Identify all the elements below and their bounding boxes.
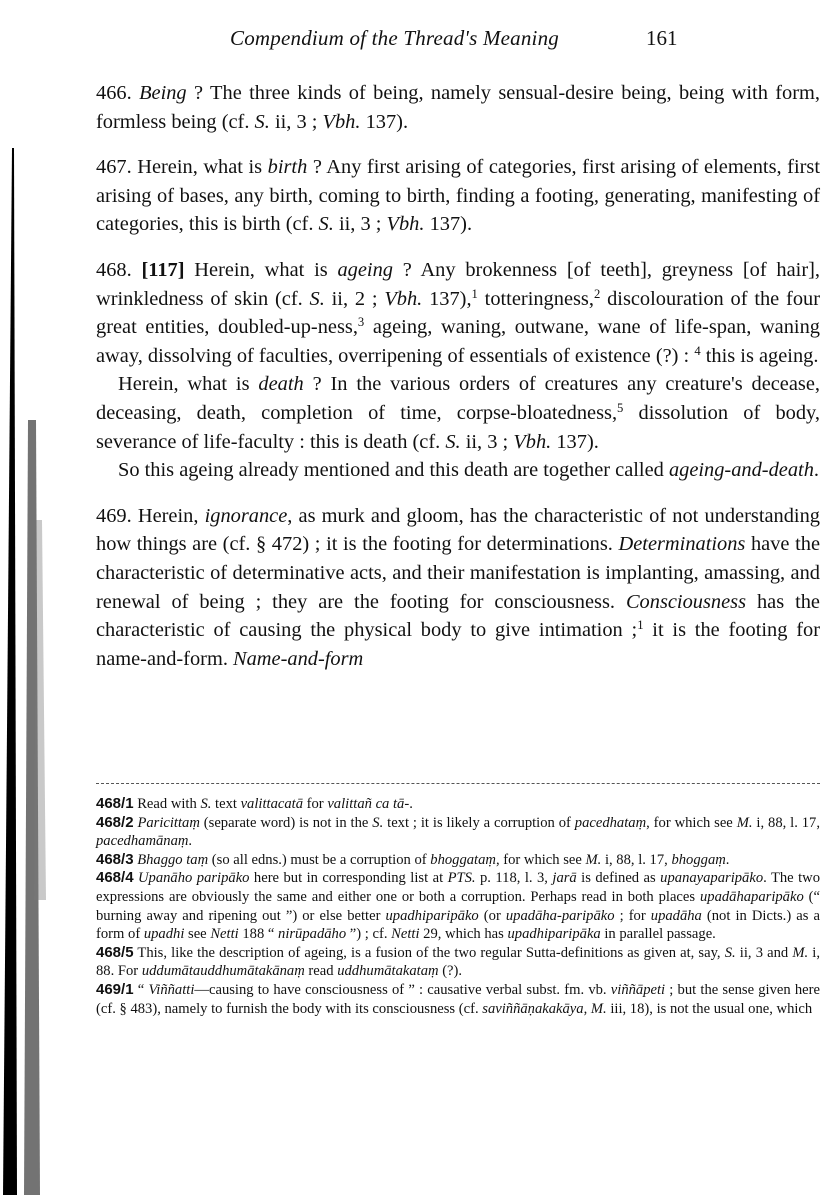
text-span: text ; it is likely a corruption of [383, 814, 575, 831]
text-span: ? Any brokenness [of teeth], greyness [of hair], wrinkledness of skin (cf. [96, 258, 821, 310]
italic-text: saviññāṇakakāya [482, 1000, 584, 1017]
text-span: it is the footing for name-and-form. [96, 619, 820, 670]
footnote-ref: 468/4 [96, 869, 134, 887]
text-span: ? The three kinds of being, namely sensual-desire being, being with form, formless being (cf. [96, 82, 820, 133]
text-span: 469. [96, 504, 138, 527]
binding-edge-speckle [24, 420, 40, 1195]
text-span: 137). [551, 430, 599, 453]
text-span: totteringness, [477, 287, 594, 310]
text-span: ii, 3 ; [333, 213, 387, 236]
text-span: , as murk and gloom, has the characteristic of not understanding how things are (cf. § 472) ; it is the footing for determinations. [96, 504, 820, 556]
text-span: have the characteristic of determinative acts, and their manifestation is implanting, amassing, and renewal of being ; they are the footing for consciousness. [96, 533, 820, 613]
italic-text: upanayaparipāko [660, 870, 764, 887]
footnote-ref: 468/2 [96, 813, 134, 831]
text-span: ; but the sense given here (cf. § 483), namely to furnish the body with its consciousness (cf. [96, 981, 820, 1017]
text-span: ii, 3 ; [269, 110, 323, 133]
italic-text: death [258, 373, 304, 396]
italic-text: upadāha [650, 907, 702, 924]
footnote-469-1 [96, 981, 820, 1018]
text-span: (not in Dicts.) as a form of [96, 907, 820, 943]
binding-edge-dark-strip [3, 148, 17, 1195]
text-span: ageing, waning, outwane, wane of life-span, waning away, dissolving of faculties, overripening of essentials of existence (?) : [96, 316, 820, 367]
italic-text: upadāhaparipāko [699, 888, 804, 905]
text-span: has the characteristic of causing the physical body to give intimation ; [96, 590, 820, 642]
italic-text: jarā [552, 870, 577, 887]
footnotes [96, 795, 820, 1018]
text-span: , for which see [646, 814, 737, 831]
paragraph-468-death [96, 370, 820, 456]
text-span: 29, which has [419, 926, 508, 943]
italic-text: S. [372, 814, 384, 831]
text-span: 467. [96, 156, 138, 179]
text-span: ii, 2 ; [324, 287, 385, 310]
italic-text: Bhaggo taṃ [137, 851, 209, 868]
text-span: . The two expressions are obviously the same and either one or both a corruption. Perhaps read in both places [96, 870, 820, 905]
text-span: (?). [438, 963, 463, 980]
italic-text: Being [139, 82, 187, 104]
text-span: This, like the description of ageing, is a fusion of the two regular Sutta-definitions as given at, say, [133, 944, 725, 961]
text-span: i, 88. For [96, 944, 820, 980]
page-binding-edge-shadow [0, 0, 90, 1195]
text-span: 137). [360, 110, 409, 133]
footnote-ref: 469/1 [96, 980, 134, 998]
binding-edge-fade [34, 520, 46, 900]
text-span: (“ burning away and ripening out ”) or else better [96, 888, 820, 924]
italic-text: Name-and-form [233, 647, 364, 670]
footnote-marker: 1 [637, 618, 644, 633]
italic-text: PTS. [447, 870, 476, 887]
text-span: So this ageing already mentioned and this death are together called [118, 459, 669, 482]
footnote-468-1 [96, 795, 820, 814]
italic-text: Vbh. [513, 430, 552, 453]
text-span: Herein, what is [137, 156, 268, 179]
italic-text: Netti [210, 926, 239, 943]
text-span: is defined as [576, 870, 661, 887]
text-span: 137), [422, 287, 472, 310]
text-span: ”) ; cf. [346, 926, 392, 943]
paragraph-467 [96, 153, 820, 239]
text-span: ii, 3 and [735, 944, 793, 961]
italic-text: ignorance [204, 504, 288, 527]
text-span: 468. [96, 258, 142, 281]
italic-text: Viññatti [148, 981, 195, 998]
text-span: i, 88, l. 17, [752, 814, 821, 831]
italic-text: valittacatā [240, 796, 303, 812]
italic-text: upadhiparipāko [385, 907, 479, 924]
text-span: in parallel passage. [600, 926, 716, 943]
italic-text: pacedhataṃ [574, 814, 647, 831]
text-span: . [188, 833, 193, 850]
italic-text: upadhiparipāka [507, 926, 601, 943]
italic-text: upadhi [143, 926, 185, 943]
text-span: Herein, what is [184, 258, 338, 281]
italic-text: M. [585, 851, 602, 868]
running-title: Compendium of the Thread's Meaning [230, 26, 559, 50]
text-span: text [211, 796, 241, 812]
text-span: p. 118, l. 3, [475, 870, 553, 887]
footnote-468-5 [96, 944, 820, 981]
footnote-ref: 468/3 [96, 850, 134, 868]
footnote-marker: 4 [694, 343, 701, 358]
italic-text: Determinations [618, 533, 746, 556]
footnote-ref: 468/1 [96, 795, 134, 812]
paragraph-468 [96, 256, 820, 370]
italic-text: Paricittaṃ [137, 814, 200, 831]
italic-text: bhoggaṃ [671, 851, 726, 868]
italic-text: nirūpadāho [278, 926, 347, 943]
original-page-marker: [117] [141, 258, 185, 281]
main-text [96, 79, 820, 690]
footnote-marker: 5 [617, 400, 624, 415]
text-span: Herein, what is [118, 373, 259, 396]
italic-text: Upanāho paripāko [138, 870, 250, 887]
italic-text: Vbh. [386, 213, 425, 236]
italic-text: Vbh. [384, 287, 423, 310]
text-span: (or [478, 907, 506, 924]
italic-text: ageing-and-death [668, 459, 814, 482]
italic-text: S. [318, 213, 334, 236]
text-span: —causing to have consciousness of ” : causative verbal subst. fm. vb. [194, 981, 611, 998]
text-span: see [184, 926, 211, 943]
italic-text: Vbh. [322, 110, 361, 133]
text-span: 466. [96, 82, 140, 104]
text-span: 137). [424, 213, 473, 236]
text-span: Read with [133, 796, 201, 812]
paragraph-468-ageing-and-death [96, 456, 820, 485]
italic-text: M. [736, 814, 753, 831]
footnote-468-2 [96, 814, 820, 851]
italic-text: uddumātauddhumātakānaṃ [141, 963, 305, 980]
text-span: dissolution of body, severance of life-faculty : this is death (cf. [96, 401, 821, 453]
italic-text: pacedhamānaṃ [96, 833, 189, 850]
footnote-separator-rule [96, 783, 820, 784]
italic-text: Consciousness [625, 590, 747, 613]
italic-text: M. [792, 944, 809, 961]
text-span: “ [133, 981, 149, 998]
text-span: i, 88, l. 17, [601, 851, 672, 868]
text-span: . [409, 796, 413, 812]
italic-text: S. [309, 287, 325, 310]
italic-text: S. [445, 430, 461, 453]
italic-text: uddhumātakataṃ [337, 963, 439, 980]
text-span: ? Any first arising of categories, first arising of elements, first arising of bases, any birth, coming to birth, finding a footing, generating, manifesting of categories, this is birth (cf. [96, 156, 821, 236]
text-span: (so all edns.) must be a corruption of [208, 851, 431, 868]
text-span: for [303, 796, 328, 812]
italic-text: S. [724, 944, 736, 961]
text-span: . [725, 851, 730, 868]
footnote-marker: 1 [471, 286, 478, 301]
footnote-marker: 3 [357, 315, 365, 330]
paragraph-466 [96, 79, 820, 136]
footnote-ref: 468/5 [96, 943, 134, 961]
italic-text: birth [267, 156, 308, 179]
italic-text: bhoggataṃ [430, 851, 496, 868]
italic-text: viññāpeti [610, 981, 666, 998]
page-number: 161 [646, 26, 678, 50]
footnote-468-4 [96, 869, 820, 943]
text-span: here but in corresponding list at [249, 870, 448, 887]
text-span: discolouration of the four great entities, doubled-up-ness, [96, 287, 821, 339]
italic-text: Netti [391, 926, 420, 943]
italic-text: S. [200, 796, 212, 812]
text-span: ii, 3 ; [460, 430, 514, 453]
page-header [230, 26, 830, 56]
text-span: (separate word) is not in the [199, 814, 373, 831]
italic-text: M. [590, 1000, 607, 1017]
footnote-marker: 2 [593, 286, 601, 301]
text-span: iii, 18), is not the usual one, which [606, 1000, 813, 1017]
text-span: ; for [614, 907, 651, 924]
paragraph-469 [96, 502, 820, 674]
italic-text: upadāha-paripāko [505, 907, 615, 924]
footnote-468-3 [96, 851, 820, 870]
text-span: . [813, 459, 820, 482]
text-span: , [583, 1000, 591, 1017]
text-span: Herein, [137, 504, 205, 527]
text-span: this is ageing. [700, 344, 819, 367]
italic-text: S. [254, 110, 270, 133]
italic-text: ageing [337, 258, 393, 281]
text-span: 188 “ [238, 926, 279, 943]
text-span: ? In the various orders of creatures any creature's decease, deceasing, death, completion of time, corpse-bloatedness, [96, 373, 820, 424]
text-span: , for which see [495, 851, 586, 868]
text-span: read [304, 963, 338, 980]
italic-text: valittañ ca tā- [327, 796, 410, 812]
